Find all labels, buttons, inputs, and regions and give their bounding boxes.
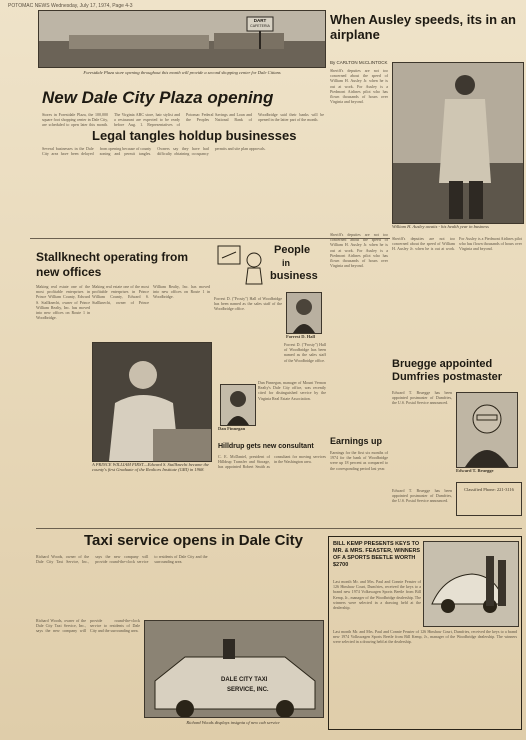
stallknecht-photo <box>92 342 212 462</box>
feaster-box <box>328 536 522 730</box>
stallknecht-caption: A PRINCE WILLIAM FIRST—Edward S. Stallknecht became the county's first Graduate of the Realtors Institute (GRI) in 1968. <box>92 462 209 472</box>
earnings-headline: Earnings up <box>330 436 383 446</box>
dan-photo <box>220 384 256 426</box>
people-label: People <box>274 244 311 256</box>
plaza-photo-illustration <box>39 11 325 67</box>
business-label: business <box>270 270 318 282</box>
ausley-body: Sheriff's deputies are not too concerned about the speed of William H. Ausley Jr. when he is out at work. For Ausley is a Piedmont Airlines pilot who has flown thousands of hours over Virginia and beyond. <box>330 68 388 105</box>
feaster-photo <box>423 541 519 627</box>
people-cartoon-icon <box>212 240 272 292</box>
dan-portrait <box>221 385 255 425</box>
taxi-door-sign-2: SERVICE, INC. <box>227 687 269 693</box>
hilldrup-headline: Hilldrup gets new consultant <box>218 443 314 450</box>
cafeteria-sign: CAFETERIA <box>250 24 270 28</box>
forrest-photo <box>286 292 322 334</box>
hilldrup-body: C. E. McDaniel, president of Hilldrup Transfer and Storage, has appointed Robert Smith as consultant for moving services in the Washington area. <box>218 454 326 470</box>
taxi-caption: Richard Woods displays insignia of new cab service <box>186 720 280 725</box>
beetle-car-illustration <box>424 542 518 626</box>
plaza-photo-caption: Forestdale Plaza store opening throughout this month will provide a second shopping center for Dale Citians <box>83 70 281 75</box>
taxi-body-2: Richard Woods, owner of the Dale City Taxi Service, Inc., says the new company will provide round-the-clock service to residents of Dale City and the surrounding area. <box>36 618 140 634</box>
folio: POTOMAC NEWS Wednesday, July 17, 1974, Page 4-3 <box>8 3 133 9</box>
forrest-body: Forrest D. ("Frosty") Hall of Woodbridge has been named as the sales staff of the Woodbridge office. <box>214 296 282 312</box>
feaster-body: Last month Mr. and Mrs. Paul and Connie Feaster of 126 Hinshaw Court, Dumfries, received the keys to a brand new 1974 Volkswagen Sports Beetle from Bill Kemp, Jr., manager of the Woodbridge dealership. The winners were selected in a drawing held at the dealership. <box>333 579 421 611</box>
legal-body: Several businesses in the Dale City area have been delayed from opening because of county zoning and permit tangles. Owners say they have had difficulty obtaining occupancy permits and site plan approvals. <box>42 146 266 157</box>
ausley-headline: When Ausley speeds, its in an airplane <box>330 12 516 42</box>
ausley-continued-2: Sheriff's deputies are not too concerned about the speed of William H. Ausley Jr. when he is out at work. For Ausley is a Piedmont Airlines pilot who has flown thousands of hours over Virginia and beyond. <box>392 236 522 252</box>
classified-ad <box>456 482 522 516</box>
plaza-headline: New Dale City Plaza opening <box>42 88 274 107</box>
bruegge-headline: Bruegge appointed Dumfries postmaster <box>392 358 503 383</box>
stallknecht-figure-illustration <box>93 343 211 461</box>
forrest-portrait <box>287 293 321 333</box>
section-rule-2 <box>36 528 522 529</box>
dan-caption: Dan Finnegan <box>218 426 246 431</box>
bruegge-body: Edward T. Bruegge has been appointed postmaster of Dumfries, the U.S. Postal Service announced. <box>392 390 452 406</box>
classified-phone: Classified Phone: 221-3116 <box>464 487 514 492</box>
feaster-body-2: Last month Mr. and Mrs. Paul and Connie Feaster of 126 Hinshaw Court, Dumfries, received the keys to a brand new 1974 Volkswagen Sports Beetle from Bill Kemp, Jr., manager of the Woodbridge dealership. The winners were selected in a drawing held at the dealership. <box>333 629 517 645</box>
bruegge-photo <box>456 392 518 468</box>
taxi-photo <box>144 620 324 718</box>
plaza-body: Stores in Forestdale Plaza, the 100,000 square foot shopping center in Dale City, are scheduled to open later this month. The Virginia ABC store, hair stylist and a restaurant are expected to be ready before Aug. 1. Representatives of Potomac Federal Savings and Loan and the Peoples National Bank of Woodbridge said their banks will be opened in the latter part of the month. <box>42 112 324 128</box>
bruegge-portrait <box>457 393 517 467</box>
forrest-body-side: Forrest D. ("Frosty") Hall of Woodbridge has been named as the sales staff of the Woodbridge office. <box>284 342 326 363</box>
bruegge-body-2: Edward T. Bruegge has been appointed postmaster of Dumfries, the U.S. Postal Service announced. <box>392 488 452 504</box>
ausley-byline: By CARLTON McCLINTOCK <box>330 60 388 65</box>
dart-sign: DART <box>253 18 267 23</box>
ausley-caption: William H. Ausley awaits - his health year in business <box>392 224 489 229</box>
stallknecht-body-2: Making real estate one of the most profitable enterprises in Prince William County, Edward S. Stallknecht, owner of Prince William Realty, Inc. has moved into new offices on Route 1 in Woodbridge. <box>92 284 210 305</box>
dan-body: Dan Finnegan, manager of Mount Vernon Realty's Dale City office, was recently cited for distinguished service by the Virginia Real Estate Association. <box>258 380 326 401</box>
forrest-caption: Forrest D. Hall <box>286 334 316 339</box>
feaster-headline: BILL KEMP PRESENTS KEYS TO MR. & MRS. FEASTER, WINNERS OF A SPORTS BEETLE WORTH $2700 <box>333 541 421 568</box>
ausley-continued: Sheriff's deputies are not too concerned about the speed of William H. Ausley Jr. when he is out at work. For Ausley is a Piedmont Airlines pilot who has flown thousands of hours over Virginia and beyond. <box>330 232 388 269</box>
earnings-body: Earnings for the first six months of 1974 for the bank of Woodbridge were up 18 percent as compared to the corresponding period last year. <box>330 450 388 471</box>
in-label: in <box>282 258 290 268</box>
ausley-photo <box>392 62 524 224</box>
taxi-headline: Taxi service opens in Dale City <box>84 532 303 549</box>
ausley-figure-illustration <box>393 63 523 223</box>
plaza-photo <box>38 10 326 68</box>
taxi-car-illustration <box>145 621 323 717</box>
people-in-business-logo <box>212 240 322 292</box>
taxi-body: Richard Woods, owner of the Dale City Taxi Service, Inc., says the new company will provide round-the-clock service to residents of Dale City and the surrounding area. <box>36 554 208 565</box>
taxi-door-sign-1: DALE CITY TAXI <box>221 677 268 683</box>
stallknecht-headline: Stallknecht operating from new offices <box>36 250 189 279</box>
bruegge-caption: Edward T. Bruegge <box>456 468 494 473</box>
stallknecht-body: Making real estate one of the most profitable enterprises in Prince William County, Edward S. Stallknecht, owner of Prince William Realty, Inc. has moved into new offices on Route 1 in Woodbridge. <box>36 284 90 321</box>
legal-headline: Legal tangles holdup businesses <box>92 128 297 143</box>
